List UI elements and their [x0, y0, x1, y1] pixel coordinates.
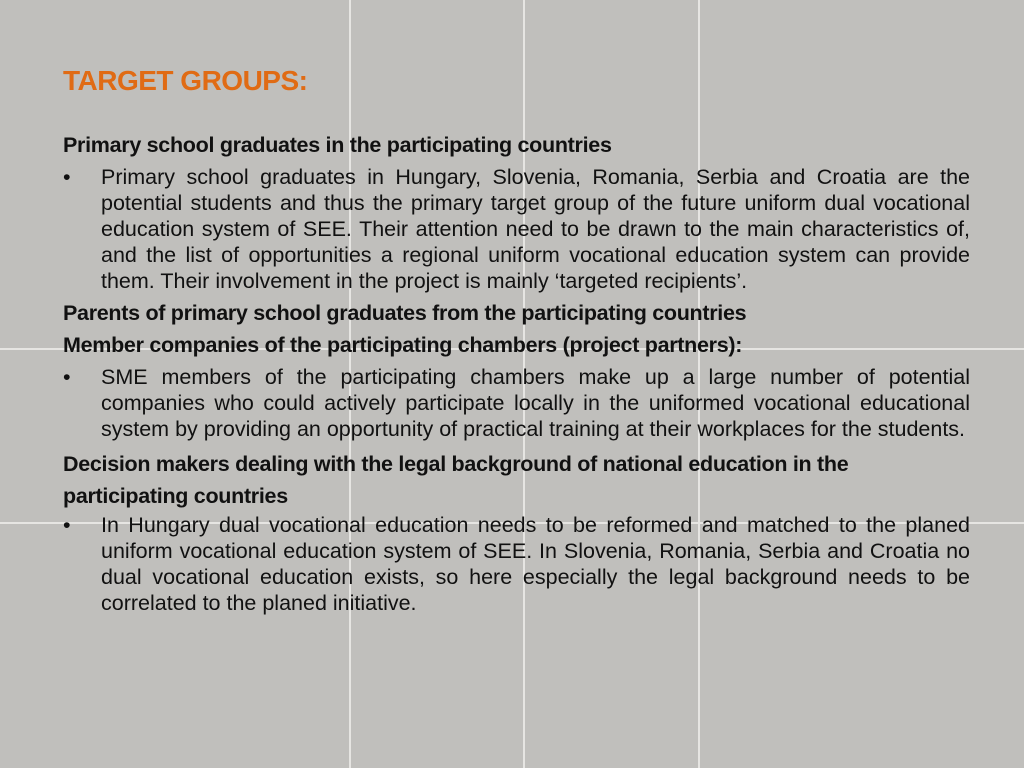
slide-content [63, 132, 970, 622]
slide-body [63, 60, 970, 622]
bullet-text: In Hungary dual vocational education needs to be reformed and matched to the planed uniform vocational education system of SEE. In Slovenia, Romania, Serbia and Croatia no dual vocational education exists, so here especially the legal background needs to be correlated to the planed initiative. [101, 513, 970, 615]
bullet-text: SME members of the participating chambers make up a large number of potential companies who could actively participate locally in the uniformed vocational educational system by providing an opportunity of practical training at their workplaces for the students. [101, 365, 970, 441]
bullet-text: Primary school graduates in Hungary, Slovenia, Romania, Serbia and Croatia are the potential students and thus the primary target group of the future uniform dual vocational education system of SEE. Their attention need to be drawn to the main characteristics of, and the list of opportunities a regional uniform vocational education system can provide them. Their involvement in the project is mainly ‘targeted recipients’. [101, 165, 970, 293]
bullet-item [63, 364, 970, 448]
bullet-item [63, 164, 970, 300]
bullet-dot-icon: • [63, 513, 71, 537]
section-heading: Parents of primary school graduates from the participating countries [63, 301, 747, 325]
bullet-dot-icon: • [63, 165, 71, 189]
section-heading: Primary school graduates in the participating countries [63, 133, 612, 157]
slide-title: TARGET GROUPS: [63, 65, 308, 96]
section-heading: Member companies of the participating chambers (project partners): [63, 333, 743, 357]
bullet-item [63, 512, 970, 622]
section-heading: Decision makers dealing with the legal background of national education in the participating countries [63, 452, 849, 508]
bullet-dot-icon: • [63, 365, 71, 389]
